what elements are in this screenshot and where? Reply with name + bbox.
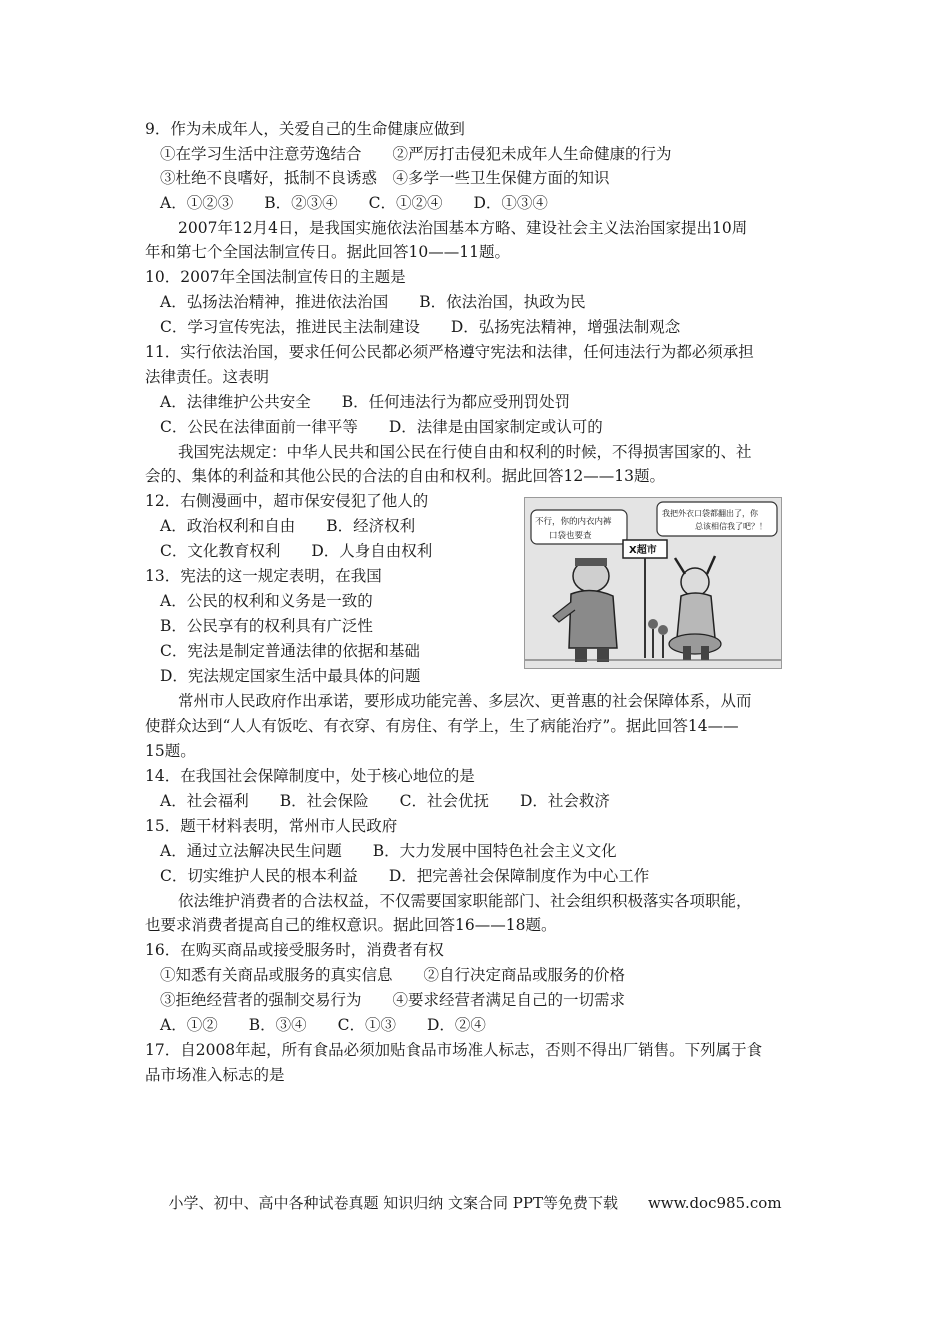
q11-options-ab: A．法律维护公共安全 B．任何违法行为都应受刑罚处罚	[160, 393, 571, 411]
q13-option-c: C．宪法是制定普通法律的依据和基础	[160, 642, 420, 660]
material-3-line-1: 常州市人民政府作出承诺，要形成功能完善、多层次、更普惠的社会保障体系，从而	[178, 692, 752, 710]
customer-bubble-text-2: 总该相信我了吧？！	[695, 522, 767, 531]
q16-options: A．①② B．③④ C．①③ D．②④	[160, 1016, 486, 1034]
customer-figure	[669, 556, 721, 660]
material-3-line-2: 使群众达到“人人有饭吃、有衣穿、有房住、有学上，生了病能治疗”。据此回答14——	[145, 717, 739, 735]
question-11-line-2: 法律责任。这表明	[145, 368, 270, 386]
q13-option-b: B．公民享有的权利具有广泛性	[160, 617, 373, 635]
q14-options: A．社会福利 B．社会保险 C．社会优抚 D．社会救济	[160, 792, 610, 810]
q12-options-ab: A．政治权利和自由 B．经济权利	[160, 517, 416, 535]
question-14: 14．在我国社会保障制度中，处于核心地位的是	[145, 767, 475, 785]
question-15: 15．题干材料表明，常州市人民政府	[145, 817, 398, 835]
q12-options-cd: C．文化教育权利 D．人身自由权利	[160, 542, 433, 560]
q11-options-cd: C．公民在法律面前一律平等 D．法律是由国家制定或认可的	[160, 418, 603, 436]
question-12: 12．右侧漫画中，超市保安侵犯了他人的	[145, 492, 429, 510]
q13-option-d: D．宪法规定国家生活中最具体的问题	[160, 667, 421, 685]
question-10: 10．2007年全国法制宣传日的主题是	[145, 268, 406, 286]
guard-bubble-text-2: 口袋也要查	[549, 531, 592, 541]
guard-bubble-text-1: 不行，你的内衣内裤	[535, 517, 612, 527]
cartoon-drawing	[525, 498, 781, 668]
q15-options-cd: C．切实维护人民的根本利益 D．把完善社会保障制度作为中心工作	[160, 867, 650, 885]
material-1-line-1: 2007年12月4日，是我国实施依法治国基本方略、建设社会主义法治国家提出10周	[178, 219, 748, 237]
q9-statements-1: ①在学习生活中注意劳逸结合 ②严厉打击侵犯未成年人生命健康的行为	[160, 145, 672, 163]
q13-option-a: A．公民的权利和义务是一致的	[160, 592, 373, 610]
question-9: 9．作为未成年人，关爱自己的生命健康应做到	[145, 120, 465, 138]
question-11-line-1: 11．实行依法治国，要求任何公民都必须严格遵守宪法和法律，任何违法行为都必须承担	[145, 343, 754, 361]
material-4-line-2: 也要求消费者提高自己的维权意识。据此回答16——18题。	[145, 916, 557, 934]
supermarket-sign-text: X超市	[629, 545, 657, 556]
material-3-line-3: 15题。	[145, 742, 196, 760]
q15-options-ab: A．通过立法解决民生问题 B．大力发展中国特色社会主义文化	[160, 842, 617, 860]
material-2-line-1: 我国宪法规定：中华人民共和国公民在行使自由和权利的时候，不得损害国家的、社	[178, 443, 752, 461]
question-17-line-2: 品市场准入标志的是	[145, 1066, 285, 1084]
question-16: 16．在购买商品或接受服务时，消费者有权	[145, 941, 444, 959]
cartoon-illustration	[524, 497, 782, 669]
customer-bubble-text-1: 我把外衣口袋都翻出了，你	[662, 509, 758, 518]
page-footer: 小学、初中、高中各种试卷真题 知识归纳 文案合同 PPT等免费下载 www.doc985.com	[168, 1194, 782, 1212]
q9-options: A．①②③ B．②③④ C．①②④ D．①③④	[160, 194, 548, 212]
material-1-line-2: 年和第七个全国法制宣传日。据此回答10——11题。	[145, 243, 510, 261]
question-13: 13．宪法的这一规定表明，在我国	[145, 567, 382, 585]
q10-options-ab: A．弘扬法治精神，推进依法治国 B．依法治国，执政为民	[160, 293, 586, 311]
material-2-line-2: 会的、集体的利益和其他公民的合法的自由和权利。据此回答12——13题。	[145, 467, 665, 485]
material-4-line-1: 依法维护消费者的合法权益，不仅需要国家职能部门、社会组织积极落实各项职能，	[178, 892, 752, 910]
q16-statements-2: ③拒绝经营者的强制交易行为 ④要求经营者满足自己的一切需求	[160, 991, 626, 1009]
q9-statements-2: ③杜绝不良嗜好，抵制不良诱惑 ④多学一些卫生保健方面的知识	[160, 169, 610, 187]
question-17-line-1: 17．自2008年起，所有食品必须加贴食品市场准人标志，否则不得出厂销售。下列属于食	[145, 1041, 763, 1059]
guard-figure	[553, 558, 617, 662]
q16-statements-1: ①知悉有关商品或服务的真实信息 ②自行决定商品或服务的价格	[160, 966, 626, 984]
q10-options-cd: C．学习宣传宪法，推进民主法制建设 D．弘扬宪法精神，增强法制观念	[160, 318, 681, 336]
